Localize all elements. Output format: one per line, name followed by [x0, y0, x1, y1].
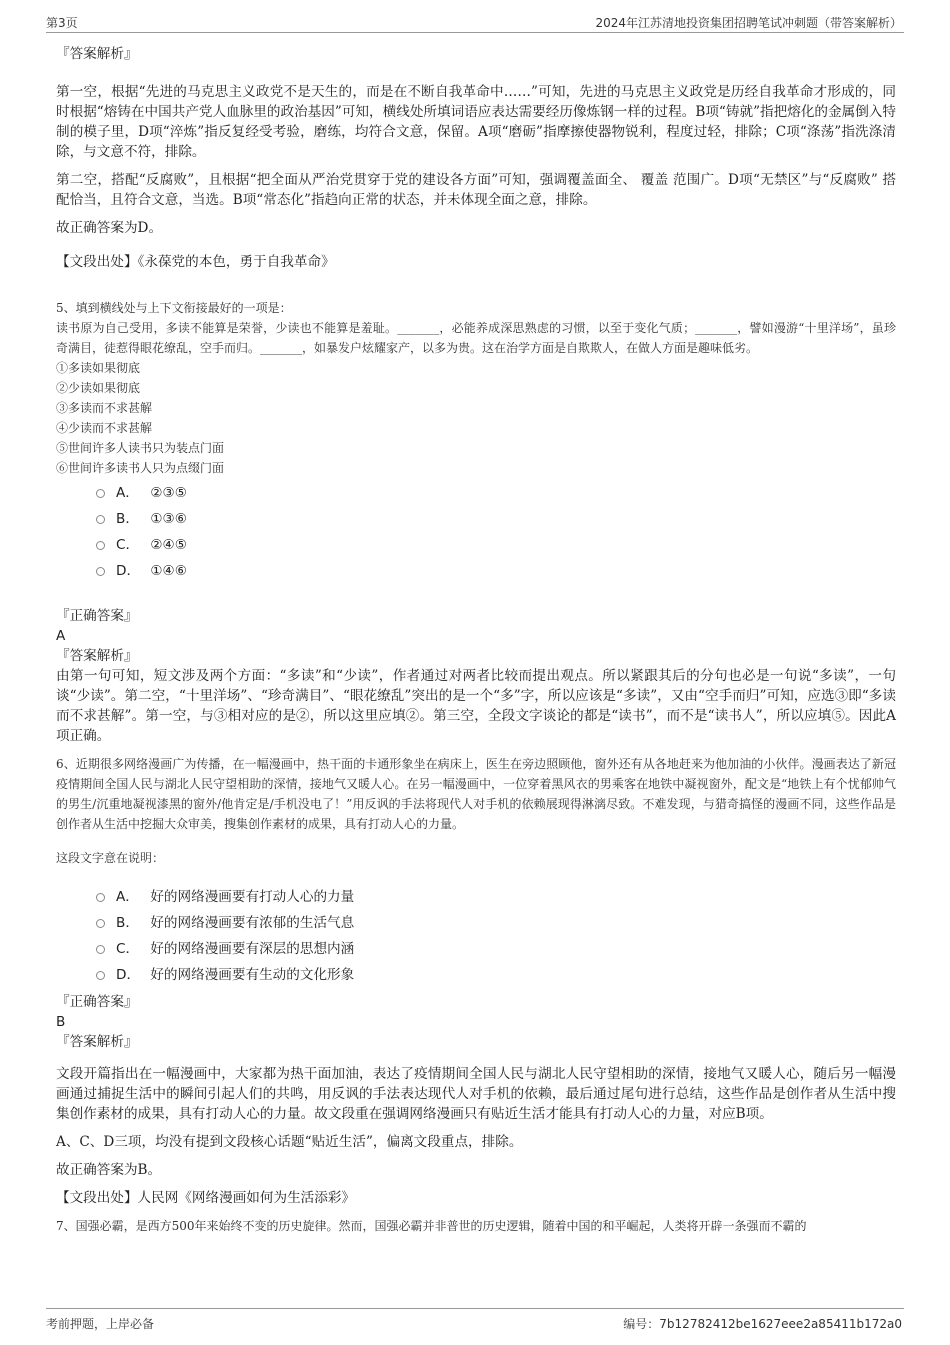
q5-item-5: ⑤世间许多人读书只为装点门面 [56, 441, 225, 455]
q5-option-c[interactable] [56, 532, 896, 558]
q5-item-6: ⑥世间许多读书人只为点缀门面 [56, 461, 225, 475]
document-title: 2024年江苏清地投资集团招聘笔试冲刺题（带答案解析） [595, 16, 902, 30]
q6-option-c[interactable] [56, 936, 896, 962]
q6-analysis: 文段开篇指出在一幅漫画中，大家都为热干面加油，表达了疫情期间全国人民与湖北人民守望相助的深情，接地气又暖人心，随后另一幅漫画通过捕捉生活中的瞬间引起人们的共鸣，用反讽的手法表达现代人对手机的依赖，最后通过尾句进行总结，这些作品是创作者从生活中搜集创作素材的成果，具有打动人心的力量。故文段重在强调网络漫画只有贴近生活才能具有打动人心的力量，对应B项。 [56, 1066, 896, 1122]
option-letter: B． [116, 511, 139, 527]
option-text: 好的网络漫画要有生动的文化形象 [150, 967, 355, 983]
header-divider [46, 32, 904, 33]
q6-question: 这段文字意在说明： [56, 851, 165, 865]
radio-icon[interactable] [96, 919, 105, 928]
q6-analysis-para2: A、C、D三项，均没有提到文段核心话题“贴近生活”，偏离文段重点，排除。 [56, 1134, 523, 1150]
q5-analysis-label: 『答案解析』 [56, 648, 138, 664]
q6-answer-label: 『正确答案』 [56, 994, 138, 1010]
footer-divider [46, 1308, 904, 1309]
q5-item-4: ④少读而不求甚解 [56, 421, 153, 435]
q5-analysis: 由第一句可知，短文涉及两个方面：“多读”和“少读”，作者通过对两者比较而提出观点。所以紧跟其后的分句也必是一句说“多读”，一句谈“少读”。第二空，“十里洋场”、“珍奇满目”、“眼花缭乱”突出的是一个“多”字，所以应该是“多读”，又由“空手而归”可知，应选③即“多读而不求甚解”。第一空，与③相对应的是②，所以这里应填②。第三空，全段文字谈论的都是“读书”，而不是“读书人”，所以应填⑤。因此A项正确。 [56, 668, 896, 744]
option-text: ②④⑤ [150, 537, 187, 553]
radio-icon[interactable] [96, 971, 105, 980]
option-letter: B． [116, 915, 139, 931]
radio-icon[interactable] [96, 945, 105, 954]
option-text: ①③⑥ [150, 511, 187, 527]
q5-item-1: ①多读如果彻底 [56, 361, 141, 375]
q5-answer-label: 『正确答案』 [56, 608, 138, 624]
page-number: 第3页 [46, 16, 78, 30]
page-header [0, 0, 950, 34]
q5-option-b[interactable] [56, 506, 896, 532]
q6-stem: 6、近期很多网络漫画广为传播，在一幅漫画中，热干面的卡通形象坐在病床上，医生在旁边照顾他，窗外还有从各地赶来为他加油的小伙伴。漫画表达了新冠疫情期间全国人民与湖北人民守望相助的深情，接地气又暖人心。在另一幅漫画中，一位穿着黑风衣的男乘客在地铁中凝视窗外，配文是“地铁上有个忧郁帅气的男生/沉重地凝视漆黑的窗外/他肯定是/手机没电了！”用反讽的手法将现代人对手机的依赖展现得淋漓尽致。不难发现，与猎奇搞怪的漫画不同，这些作品是创作者从生活中挖掘大众审美，搜集创作素材的成果，具有打动人心的力量。 [56, 757, 896, 831]
document-body [56, 42, 896, 1236]
q6-option-a[interactable] [56, 884, 896, 910]
q6-analysis-label: 『答案解析』 [56, 1034, 138, 1050]
q7-stem: 7、国强必霸，是西方500年来始终不变的历史旋律。然而，国强必霸并非普世的历史逻辑，随着中国的和平崛起，人类将开辟一条强而不霸的 [56, 1219, 807, 1233]
q6-option-b[interactable] [56, 910, 896, 936]
option-letter: C． [116, 941, 140, 957]
option-letter: A． [116, 485, 139, 501]
q4-conclusion: 故正确答案为D。 [56, 220, 163, 236]
q5-item-3: ③多读而不求甚解 [56, 401, 153, 415]
page-footer [0, 1305, 950, 1345]
radio-icon[interactable] [96, 541, 105, 550]
q6-conclusion: 故正确答案为B。 [56, 1162, 162, 1178]
q4-analysis-label: 『答案解析』 [56, 46, 138, 62]
footer-slogan: 考前押题，上岸必备 [46, 1317, 155, 1331]
footer-code [623, 1315, 902, 1332]
q6-answer: B [56, 1014, 66, 1030]
footer-code-label: 编号： [623, 1317, 660, 1331]
q6-source: 【文段出处】人民网《网络漫画如何为生活添彩》 [56, 1190, 356, 1206]
q6-option-d[interactable] [56, 962, 896, 988]
q5-options [56, 480, 896, 584]
q4-source: 【文段出处】《永葆党的本色，勇于自我革命》 [56, 254, 335, 270]
radio-icon[interactable] [96, 893, 105, 902]
option-letter: D． [116, 563, 141, 579]
q4-analysis-para2: 第二空，搭配“反腐败”，且根据“把全面从严治党贯穿于党的建设各方面”可知，强调覆盖面全、 覆盖 范围广。D项“无禁区”与“反腐败” 搭配恰当，且符合文意，当选。B项“常态化”指趋向正常的状态，并未体现全面之意，排除。 [56, 172, 896, 208]
option-text: 好的网络漫画要有深层的思想内涵 [150, 941, 355, 957]
q5-answer: A [56, 628, 66, 644]
footer-code-value: 7b12782412be1627eee2a85411b172a0 [659, 1317, 902, 1331]
q5-option-a[interactable] [56, 480, 896, 506]
q6-options [56, 884, 896, 988]
option-letter: D． [116, 967, 141, 983]
q5-item-2: ②少读如果彻底 [56, 381, 141, 395]
option-letter: A． [116, 889, 139, 905]
radio-icon[interactable] [96, 489, 105, 498]
q4-analysis-para1: 第一空，根据“先进的马克思主义政党不是天生的，而是在不断自我革命中……”可知，先进的马克思主义政党是历经自我革命才形成的，同时根据“熔铸在中国共产党人血脉里的政治基因”可知，横线处所填词语应表达需要经历像炼钢一样的过程。B项“铸就”指把熔化的金属倒入特制的模子里，D项“淬炼”指反复经受考验，磨练，均符合文意，保留。A项“磨砺”指摩擦使器物锐利，程度过轻，排除；C项“涤荡”指洗涤清除，与文意不符，排除。 [56, 84, 896, 160]
q5-passage: 读书原为自己受用，多读不能算是荣誉，少读也不能算是羞耻。_______，必能养成深思熟虑的习惯，以至于变化气质；_______，譬如漫游“十里洋场”，虽珍奇满目，徒惹得眼花缭乱，空手而归。_______，如暴发户炫耀家产，以多为贵。这在治学方面是自欺欺人，在做人方面是趣味低劣。 [56, 321, 896, 355]
q5-option-d[interactable] [56, 558, 896, 584]
q5-stem: 5、填到横线处与上下文衔接最好的一项是： [56, 301, 292, 315]
option-letter: C． [116, 537, 140, 553]
radio-icon[interactable] [96, 515, 105, 524]
option-text: ①④⑥ [150, 563, 187, 579]
option-text: ②③⑤ [150, 485, 187, 501]
option-text: 好的网络漫画要有浓郁的生活气息 [150, 915, 355, 931]
radio-icon[interactable] [96, 567, 105, 576]
option-text: 好的网络漫画要有打动人心的力量 [150, 889, 355, 905]
